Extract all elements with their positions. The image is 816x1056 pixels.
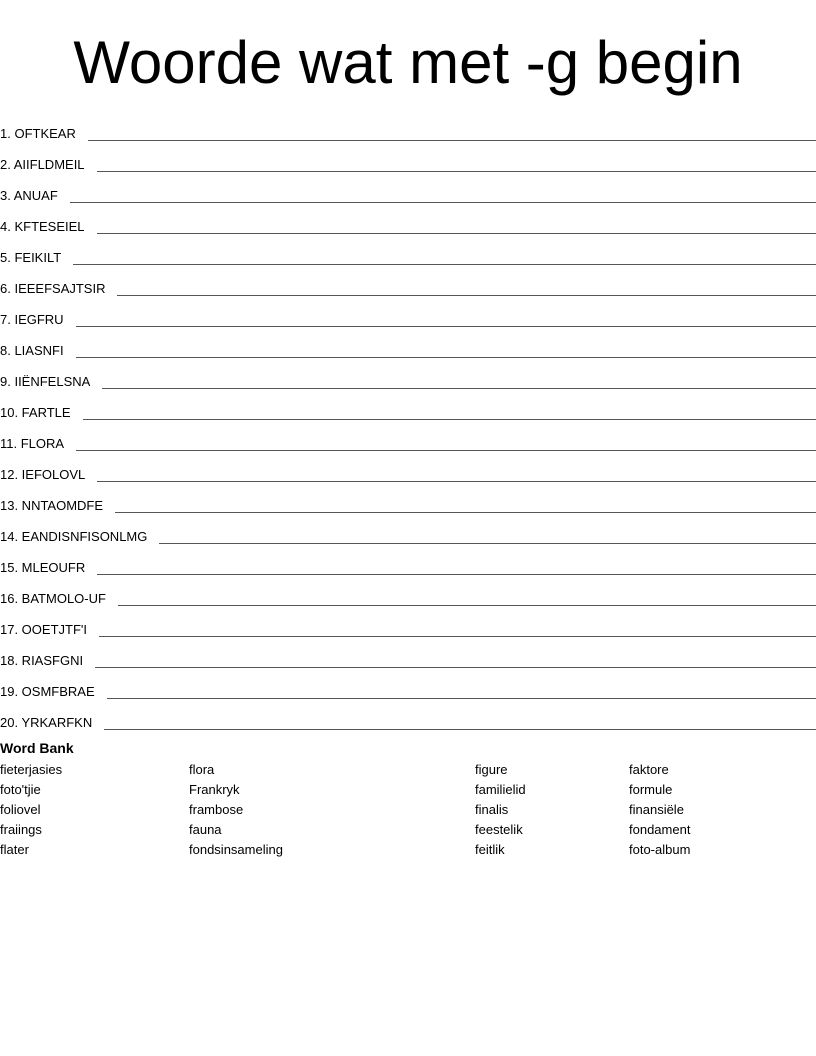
puzzle-row — [0, 639, 816, 670]
answer-line[interactable] — [73, 263, 816, 265]
puzzle-row — [0, 112, 816, 143]
answer-line[interactable] — [115, 511, 816, 513]
word-bank-title: Word Bank — [0, 740, 74, 756]
word-bank-column — [475, 760, 526, 860]
answer-line[interactable] — [76, 449, 816, 451]
word-bank-word: familielid — [475, 782, 526, 797]
answer-line[interactable] — [104, 728, 816, 730]
puzzle-row — [0, 174, 816, 205]
answer-line[interactable] — [102, 387, 816, 389]
word-bank — [0, 740, 816, 860]
word-bank-word: fauna — [189, 822, 222, 837]
scrambled-word: 18. RIASFGNI — [0, 653, 84, 668]
puzzle-list — [0, 112, 816, 732]
scrambled-word: 10. FARTLE — [0, 405, 71, 420]
puzzle-row — [0, 329, 816, 360]
puzzle-row — [0, 236, 816, 267]
word-bank-word: feitlik — [475, 842, 505, 857]
scrambled-word: 1. OFTKEAR — [0, 126, 76, 141]
word-bank-column — [629, 760, 690, 860]
answer-line[interactable] — [97, 232, 816, 234]
scrambled-word: 14. EANDISNFISONLMG — [0, 529, 148, 544]
answer-line[interactable] — [97, 573, 816, 575]
scrambled-word: 9. IIËNFELSNA — [0, 374, 91, 389]
puzzle-row — [0, 298, 816, 329]
puzzle-row — [0, 422, 816, 453]
word-bank-word: faktore — [629, 762, 669, 777]
scrambled-word: 20. YRKARFKN — [0, 715, 93, 730]
word-bank-word: foto-album — [629, 842, 691, 857]
word-bank-word: fondament — [629, 822, 691, 837]
word-bank-word: foto'tjie — [0, 782, 41, 797]
answer-line[interactable] — [118, 604, 816, 606]
word-bank-word: fieterjasies — [0, 762, 63, 777]
puzzle-row — [0, 205, 816, 236]
puzzle-row — [0, 701, 816, 732]
page-title: Woorde wat met -g begin — [73, 29, 743, 96]
scrambled-word: 11. FLORA — [0, 436, 65, 451]
word-bank-word: foliovel — [0, 802, 41, 817]
answer-line[interactable] — [95, 666, 816, 668]
answer-line[interactable] — [97, 170, 816, 172]
puzzle-row — [0, 360, 816, 391]
scrambled-word: 15. MLEOUFR — [0, 560, 86, 575]
scrambled-word: 19. OSMFBRAE — [0, 684, 95, 699]
scrambled-word: 4. KFTESEIEL — [0, 219, 85, 234]
scrambled-word: 13. NNTAOMDFE — [0, 498, 104, 513]
word-bank-word: fondsinsameling — [189, 842, 283, 857]
scrambled-word: 3. ANUAF — [0, 188, 58, 203]
scrambled-word: 2. AIIFLDMEIL — [0, 157, 85, 172]
word-bank-word: frambose — [189, 802, 244, 817]
word-bank-word: flater — [0, 842, 29, 857]
scrambled-word: 7. IEGFRU — [0, 312, 64, 327]
word-bank-word: figure — [475, 762, 508, 777]
puzzle-row — [0, 453, 816, 484]
scrambled-word: 16. BATMOLO-UF — [0, 591, 106, 606]
puzzle-row — [0, 143, 816, 174]
word-bank-column — [0, 760, 62, 860]
word-bank-word: finalis — [475, 802, 509, 817]
answer-line[interactable] — [159, 542, 816, 544]
word-bank-word: fraiings — [0, 822, 42, 837]
word-bank-word: feestelik — [475, 822, 523, 837]
puzzle-row — [0, 515, 816, 546]
answer-line[interactable] — [76, 356, 816, 358]
scrambled-word: 12. IEFOLOVL — [0, 467, 86, 482]
answer-line[interactable] — [107, 697, 816, 699]
answer-line[interactable] — [70, 201, 816, 203]
scrambled-word: 6. IEEEFSAJTSIR — [0, 281, 106, 296]
word-bank-word: finansiële — [629, 802, 684, 817]
word-bank-word: flora — [189, 762, 215, 777]
answer-line[interactable] — [83, 418, 816, 420]
answer-line[interactable] — [76, 325, 816, 327]
puzzle-row — [0, 267, 816, 298]
word-bank-word: Frankryk — [189, 782, 240, 797]
puzzle-row — [0, 670, 816, 701]
answer-line[interactable] — [99, 635, 816, 637]
scrambled-word: 8. LIASNFI — [0, 343, 64, 358]
scrambled-word: 5. FEIKILT — [0, 250, 62, 265]
puzzle-row — [0, 608, 816, 639]
puzzle-row — [0, 484, 816, 515]
word-bank-column — [189, 760, 283, 860]
puzzle-row — [0, 577, 816, 608]
answer-line[interactable] — [88, 139, 816, 141]
answer-line[interactable] — [97, 480, 816, 482]
puzzle-row — [0, 391, 816, 422]
puzzle-row — [0, 546, 816, 577]
word-bank-word: formule — [629, 782, 673, 797]
scrambled-word: 17. OOETJTF'I — [0, 622, 87, 637]
word-bank-grid — [0, 760, 816, 860]
answer-line[interactable] — [117, 294, 816, 296]
